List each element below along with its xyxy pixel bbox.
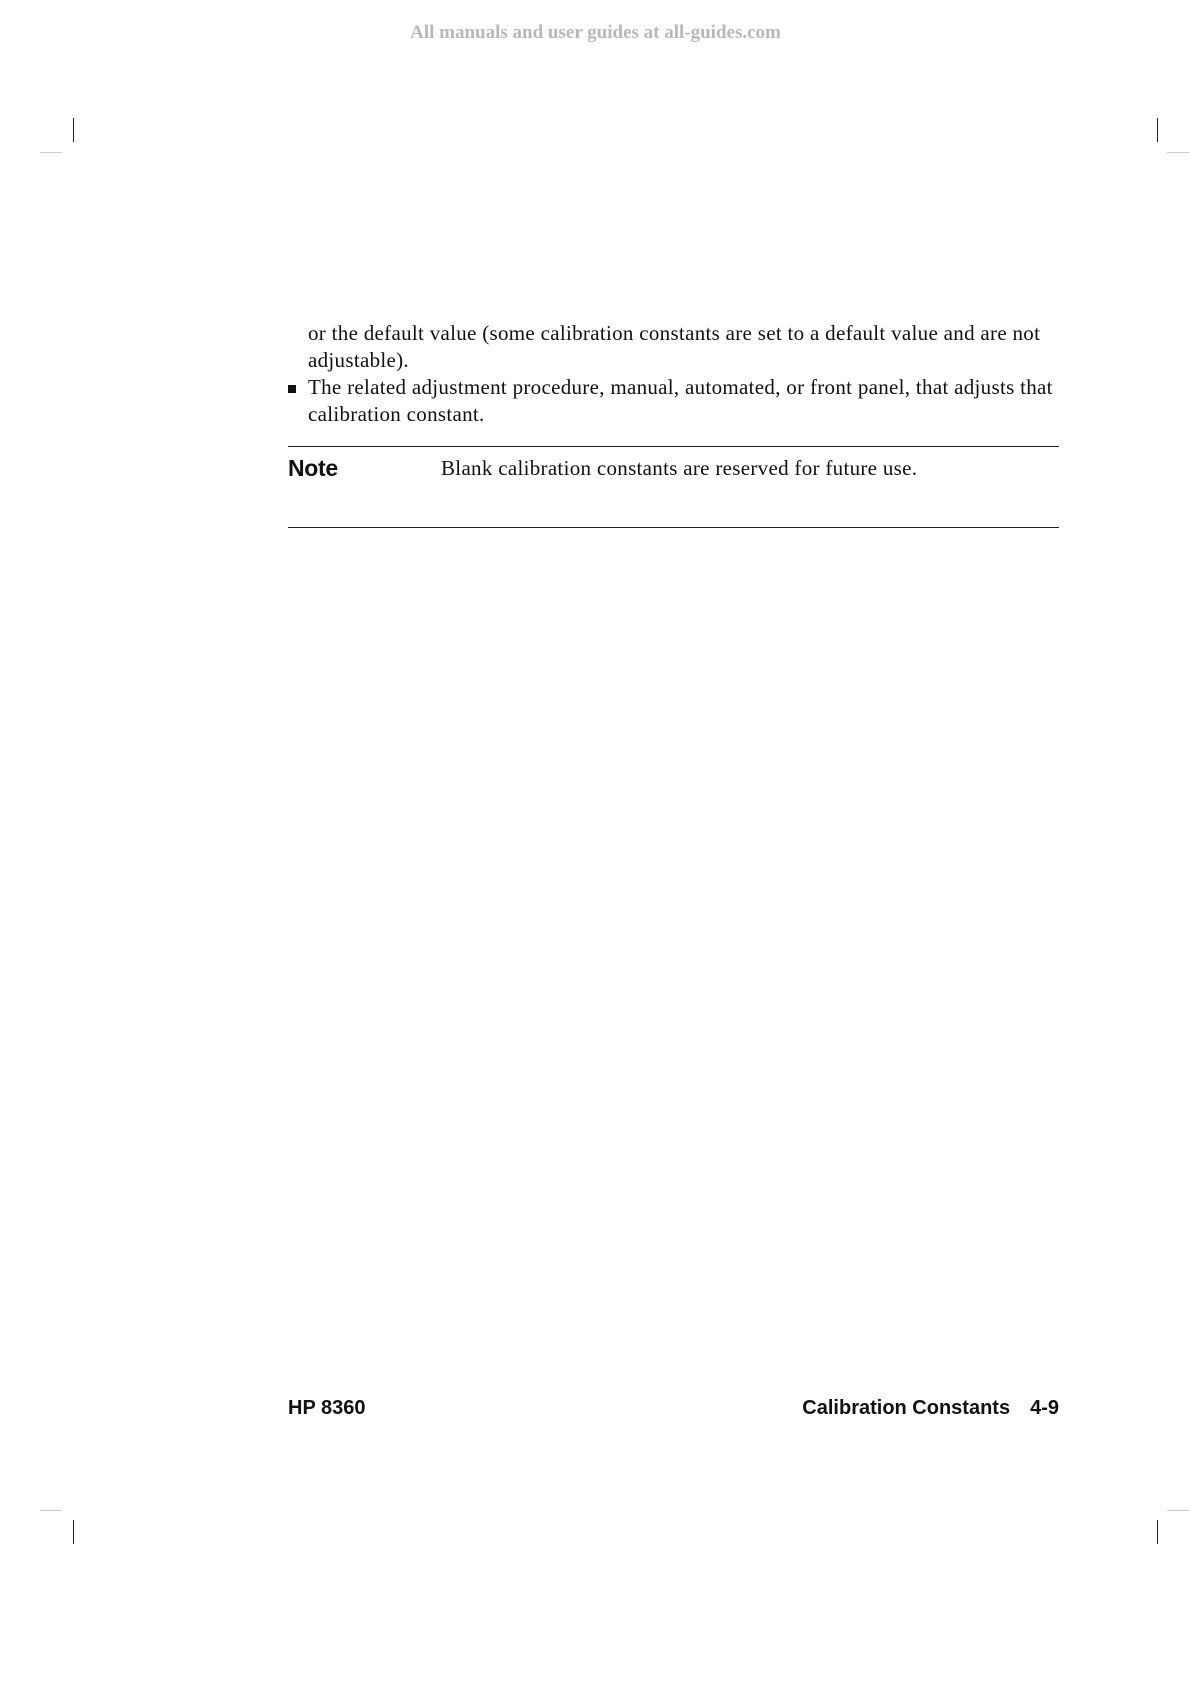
note-block — [288, 446, 1059, 528]
list-item — [288, 374, 1059, 428]
continuation-paragraph: or the default value (some calibration constants are set to a default value and are not adjustable). — [308, 321, 1041, 372]
footer-section-title: Calibration Constants — [802, 1397, 1011, 1419]
footer-section — [802, 1397, 1059, 1420]
watermark: All manuals and user guides at all-guides.com — [410, 22, 781, 43]
crop-mark-top-right — [1157, 118, 1158, 142]
crop-mark-bottom-right-h — [1167, 1510, 1189, 1511]
page-number: 4-9 — [1030, 1397, 1059, 1419]
footer-product: HP 8360 — [288, 1397, 366, 1419]
crop-mark-bottom-left — [73, 1520, 74, 1544]
list-item-text: The related adjustment procedure, manual, automated, or front panel, that adjusts that calibration constant. — [308, 375, 1053, 426]
crop-mark-top-left-h — [40, 152, 62, 153]
note-label: Note — [288, 455, 338, 481]
crop-mark-bottom-right — [1157, 1520, 1158, 1544]
crop-mark-top-left — [73, 118, 74, 142]
crop-mark-top-right-h — [1167, 152, 1189, 153]
square-bullet-icon — [288, 385, 296, 393]
page-content — [288, 320, 1059, 528]
crop-mark-bottom-left-h — [40, 1510, 62, 1511]
note-text: Blank calibration constants are reserved for future use. — [441, 456, 918, 480]
